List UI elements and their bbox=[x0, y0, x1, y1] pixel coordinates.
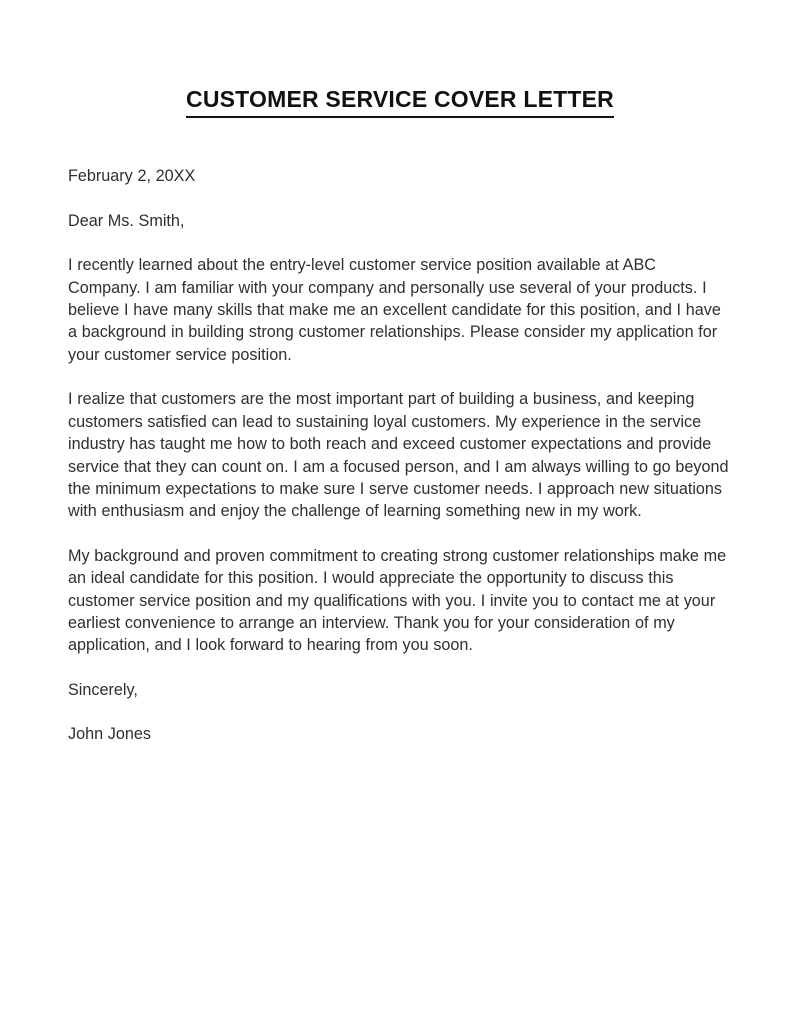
page-title bbox=[68, 86, 732, 121]
letter-closing: Sincerely, bbox=[68, 680, 138, 699]
letter-paragraph-2: I realize that customers are the most important part of building a business, and keeping customers satisfied can lead to sustaining loyal customers. My experience in the service industry has taught me how to both reach and exceed customer expectations and provide service that they can count on. I am a focused person, and I am always willing to go beyond the minimum expectations to make sure I serve customer needs. I approach new situations with enthusiasm and enjoy the challenge of learning something new in my work. bbox=[68, 390, 729, 521]
letter-salutation: Dear Ms. Smith, bbox=[68, 211, 185, 230]
page-title-text: CUSTOMER SERVICE COVER LETTER bbox=[186, 86, 614, 118]
letter-date: February 2, 20XX bbox=[68, 167, 196, 186]
letter-signature: John Jones bbox=[68, 725, 151, 744]
cover-letter-body bbox=[68, 86, 732, 746]
letter-paragraph-3: My background and proven commitment to creating strong customer relationships make me an ideal candidate for this position. I would appreciate the opportunity to discuss this customer service position and my qualifications with you. I invite you to contact me at your earliest convenience to arrange an interview. Thank you for your consideration of my application, and I look forward to hearing from you soon. bbox=[68, 546, 727, 655]
letter-paragraph-1: I recently learned about the entry-level customer service position available at ABC Company. I am familiar with your company and personally use several of your products. I believe I have many skills that make me an excellent candidate for this position, and I have a background in building strong customer relationships. Please consider my application for your customer service position. bbox=[68, 256, 721, 364]
